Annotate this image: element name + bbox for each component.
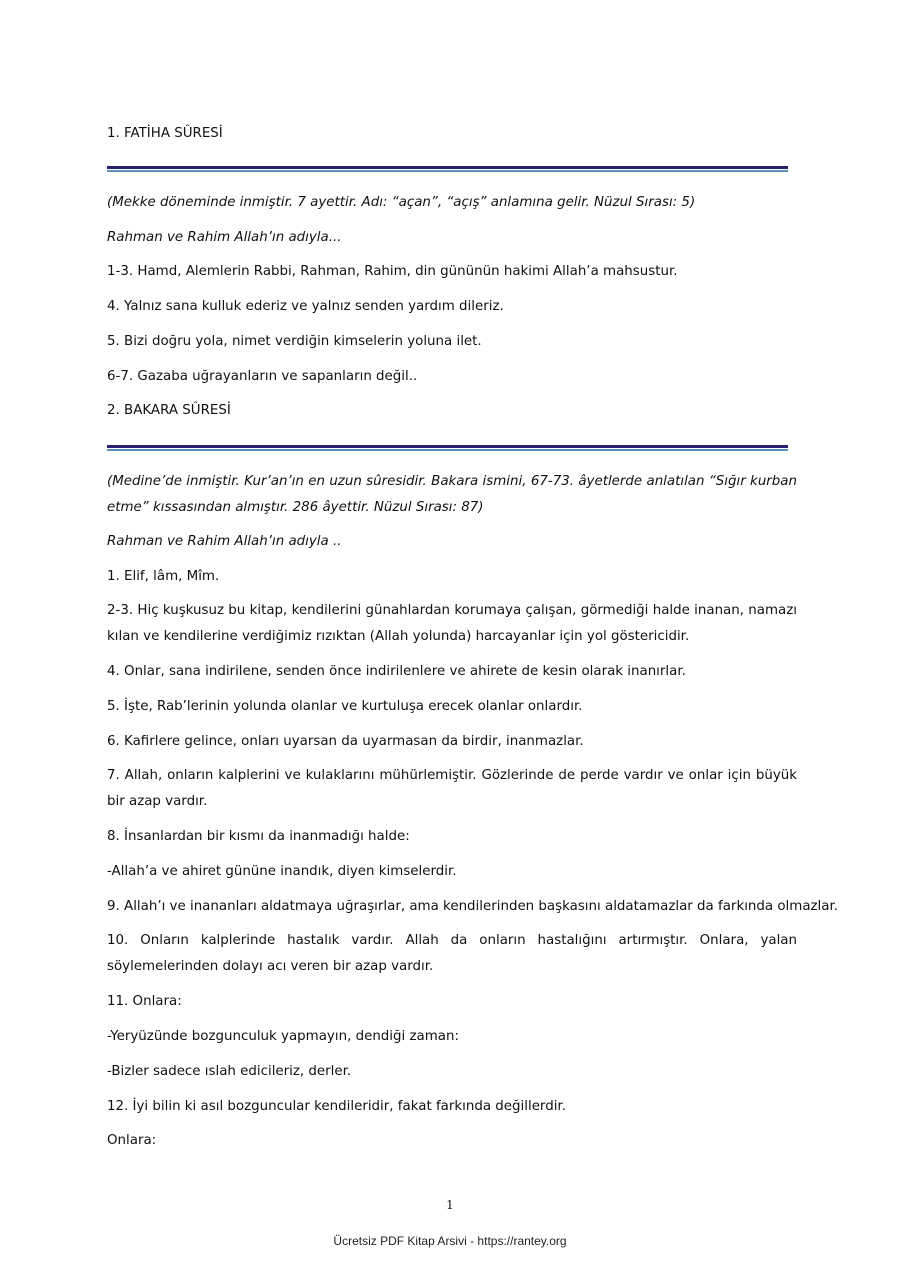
section-divider: [107, 166, 788, 172]
surah-heading-bakara: 2. BAKARA SÛRESİ: [107, 403, 231, 418]
section-divider: [107, 445, 788, 451]
verse: 4. Onlar, sana indirilene, senden önce indirilenlere ve ahirete de kesin olarak inanırlar.: [107, 664, 686, 679]
page-footer: Ücretsiz PDF Kitap Arsivi - https://rantey.org: [333, 1234, 567, 1248]
surah-intro-fatiha: (Mekke döneminde inmiştir. 7 ayettir. Adı: “açan”, “açış” anlamına gelir. Nüzul Sırası: 5): [107, 195, 696, 210]
surah-intro-bakara: (Medine’de inmiştir. Kur’an’ın en uzun sûresidir. Bakara ismini, 67-73. âyetlerde anlatılan “Sığır kurban etme” kıssasından almıştır. 286 âyettir. Nüzul Sırası: 87): [107, 474, 797, 515]
verse: 6. Kafirlere gelince, onları uyarsan da uyarmasan da birdir, inanmazlar.: [107, 734, 584, 749]
verse: 6-7. Gazaba uğrayanların ve sapanların değil..: [107, 369, 418, 384]
verse: 11. Onlara:: [107, 994, 182, 1009]
verse: 4. Yalnız sana kulluk ederiz ve yalnız senden yardım dileriz.: [107, 299, 504, 314]
verse: 8. İnsanlardan bir kısmı da inanmadığı halde:: [107, 829, 410, 844]
verse: 12. İyi bilin ki asıl bozguncular kendileridir, fakat farkında değillerdir.: [107, 1099, 566, 1114]
verse: 5. Bizi doğru yola, nimet verdiğin kimselerin yoluna ilet.: [107, 334, 482, 349]
verse: -Allah’a ve ahiret gününe inandık, diyen kimselerdir.: [107, 864, 457, 879]
verse: -Bizler sadece ıslah edicileriz, derler.: [107, 1064, 352, 1079]
verse: 10. Onların kalplerinde hastalık vardır. Allah da onların hastalığını artırmıştır. Onlara, yalan söylemelerinden dolayı acı veren bir azap vardır.: [107, 933, 797, 974]
verse: -Yeryüzünde bozgunculuk yapmayın, dendiği zaman:: [107, 1029, 459, 1044]
verse: Onlara:: [107, 1133, 157, 1148]
verse: 1-3. Hamd, Alemlerin Rabbi, Rahman, Rahim, din gününün hakimi Allah’a mahsustur.: [107, 264, 678, 279]
verse: 7. Allah, onların kalplerini ve kulaklarını mühürlemiştir. Gözlerinde de perde vardır ve onlar için büyük bir azap vardır.: [107, 768, 797, 809]
verse: 2-3. Hiç kuşkusuz bu kitap, kendilerini günahlardan korumaya çalışan, görmediği halde inanan, namazı kılan ve kendilerine verdiğimiz rızıktan (Allah yolunda) harcayanlar için yol göstericidir.: [107, 603, 797, 644]
verse: 1. Elif, lâm, Mîm.: [107, 569, 220, 584]
basmala-fatiha: Rahman ve Rahim Allah’ın adıyla...: [107, 230, 342, 245]
page-number: 1: [446, 1198, 454, 1212]
verse: 5. İşte, Rab’lerinin yolunda olanlar ve kurtuluşa erecek olanlar onlardır.: [107, 699, 583, 714]
surah-heading-fatiha: 1. FATİHA SÛRESİ: [107, 126, 223, 141]
basmala-bakara: Rahman ve Rahim Allah’ın adıyla ..: [107, 534, 342, 549]
verse: 9. Allah’ı ve inananları aldatmaya uğraşırlar, ama kendilerinden başkasını aldatamazlar da farkında olmazlar.: [107, 899, 839, 914]
